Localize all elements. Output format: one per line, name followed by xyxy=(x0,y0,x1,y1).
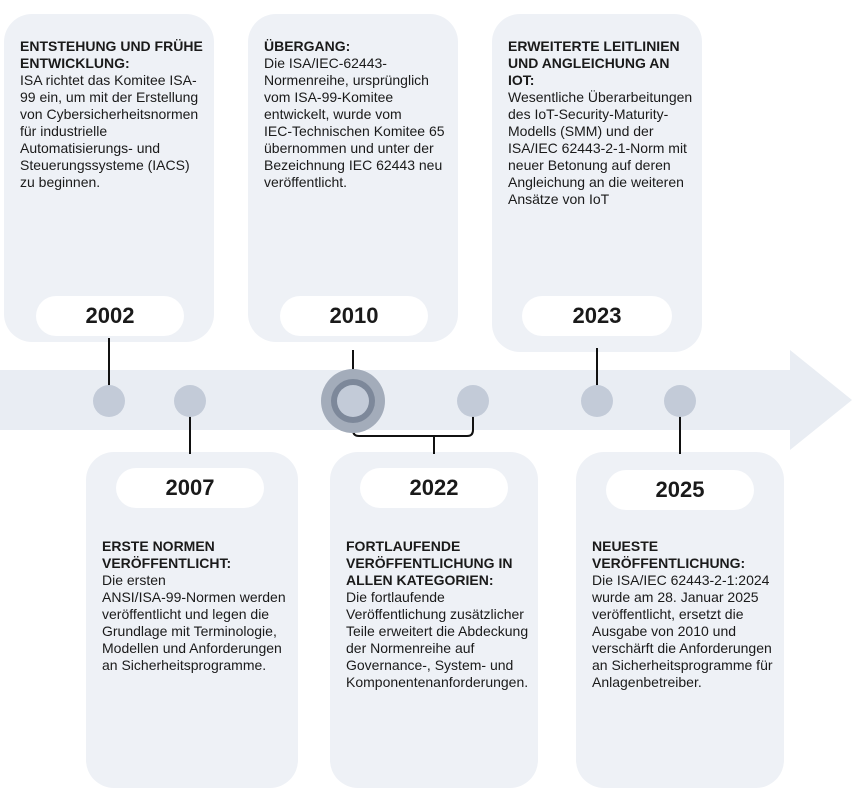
milestone-text-2025 xyxy=(592,538,778,778)
year-label-2010: 2010 xyxy=(280,296,428,336)
milestone-card-2007 xyxy=(86,452,298,788)
milestone-card-2025 xyxy=(576,452,784,788)
timeline-dot-2007 xyxy=(174,385,206,417)
milestone-description-2025: Die ISA/IEC 62443-2-1:2024 wurde am 28. Januar 2025 veröffentlicht, ersetzt die Ausgabe von 2010 und verschärft die Anforderungen an Sicherheitsprogramme für Anlagenbetreiber. xyxy=(592,572,773,690)
connector-2025 xyxy=(679,414,681,454)
milestone-title-2025: NEUESTE VERÖFFENTLICHUNG: xyxy=(592,538,746,571)
timeline-dot-2010 xyxy=(337,385,369,417)
connector-2007 xyxy=(189,414,191,454)
connector-2023 xyxy=(596,348,598,386)
milestone-title-2002: ENTSTEHUNG UND FRÜHE ENTWICKLUNG: xyxy=(20,38,203,71)
milestone-title-2010: ÜBERGANG: xyxy=(264,38,351,54)
connector-2002 xyxy=(108,338,110,386)
milestone-text-2007 xyxy=(102,538,292,778)
milestone-card-2002 xyxy=(4,14,214,342)
milestone-text-2002 xyxy=(20,38,206,288)
milestone-card-2010 xyxy=(248,14,458,342)
timeline-dot-2022 xyxy=(457,385,489,417)
milestone-card-2023 xyxy=(492,14,702,352)
milestone-description-2002: ISA richtet das Komitee ISA-99 ein, um mit der Erstellung von Cybersicherheitsnormen für industrielle Automatisierungs- und Steuerungssysteme (IACS) zu beginnen. xyxy=(20,72,199,190)
milestone-title-2023: ERWEITERTE LEITLINIEN UND ANGLEICHUNG AN IOT: xyxy=(508,38,680,88)
milestone-description-2010: Die ISA/IEC‑62443-Normenreihe, ursprünglich vom ISA‑99‑Komitee entwickelt, wurde vom IEC‑Technischen Komitee 65 übernommen und unter der Bezeichnung IEC 62443 neu veröffentlicht. xyxy=(264,55,445,190)
year-label-2007: 2007 xyxy=(116,468,264,508)
year-label-2025: 2025 xyxy=(606,470,754,510)
milestone-text-2010 xyxy=(264,38,450,288)
milestone-description-2023: Wesentliche Überarbeitungen des IoT-Security-Maturity-Modells (SMM) und der ISA/IEC 62443‑2‑1‑Norm mit neuer Betonung auf deren Angleichung an die weiteren Ansätze von IoT xyxy=(508,89,693,207)
year-label-2002: 2002 xyxy=(36,296,184,336)
milestone-text-2023 xyxy=(508,38,694,286)
milestone-description-2007: Die ersten ANSI/ISA‑99‑Normen werden veröffentlicht und legen die Grundlage mit Terminologie, Modellen und Anforderungen an Sicherheitsprogramme. xyxy=(102,572,286,673)
milestone-description-2022: Die fortlaufende Veröffentlichung zusätzlicher Teile erweitert die Abdeckung der Normenreihe auf Governance‑, System- und Komponentenanforderungen. xyxy=(346,589,529,690)
year-label-2022: 2022 xyxy=(360,468,508,508)
milestone-title-2007: ERSTE NORMEN VERÖFFENTLICHT: xyxy=(102,538,232,571)
milestone-text-2022 xyxy=(346,538,530,784)
timeline-dot-2023 xyxy=(581,385,613,417)
year-label-2023: 2023 xyxy=(522,296,672,336)
timeline-dot-2025 xyxy=(664,385,696,417)
timeline-dot-2002 xyxy=(93,385,125,417)
milestone-title-2022: FORTLAUFENDE VERÖFFENTLICHUNG IN ALLEN KATEGORIEN: xyxy=(346,538,513,588)
milestone-card-2022 xyxy=(330,452,538,788)
